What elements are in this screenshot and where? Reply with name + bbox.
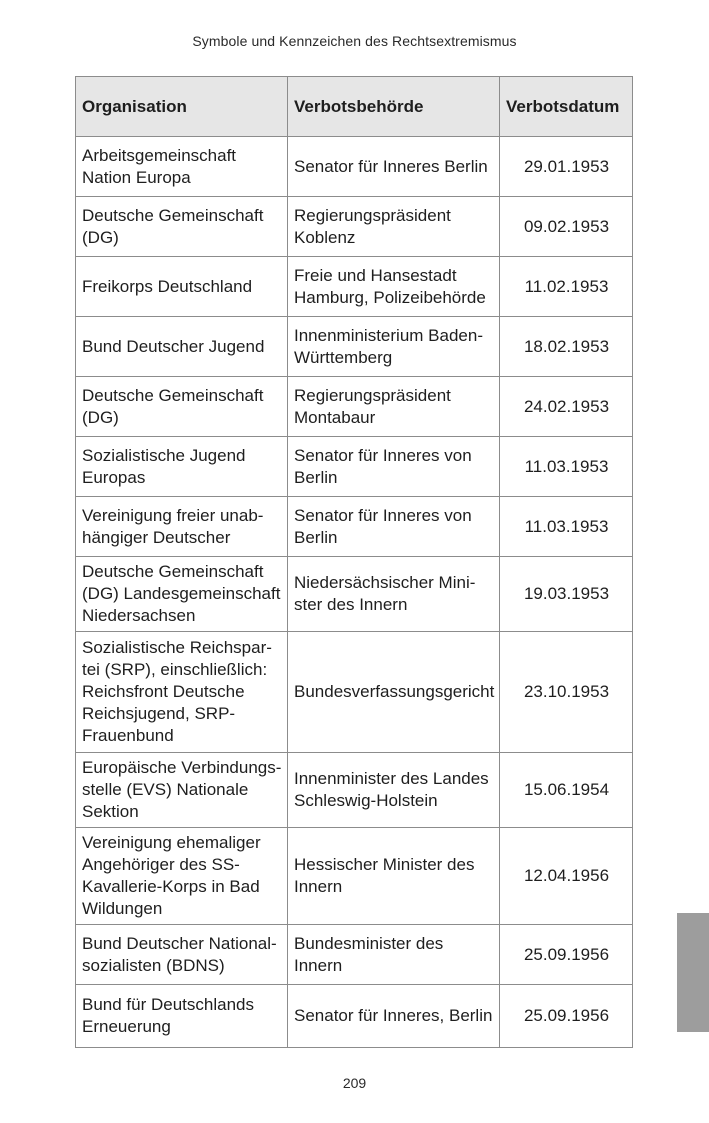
authority-cell: Innenminister des Landes Schleswig-Holstein bbox=[288, 753, 500, 828]
organisation-cell: Sozialistische Reichspar- tei (SRP), einschließlich: Reichsfront Deutsche Reichsjugend, SRP- Frauenbund bbox=[76, 632, 288, 753]
page-number: 209 bbox=[342, 1075, 367, 1091]
date-cell: 29.01.1953 bbox=[500, 137, 633, 197]
authority-cell: Senator für Inneres von Berlin bbox=[288, 497, 500, 557]
table-row bbox=[76, 632, 633, 753]
authority-cell: Freie und Hansestadt Hamburg, Polizeibehörde bbox=[288, 257, 500, 317]
organisation-cell: Sozialistische Jugend Europas bbox=[76, 437, 288, 497]
organisation-cell: Deutsche Gemeinschaft (DG) bbox=[76, 197, 288, 257]
table-row bbox=[76, 137, 633, 197]
table-row bbox=[76, 377, 633, 437]
authority-cell: Senator für Inneres Berlin bbox=[288, 137, 500, 197]
ban-table bbox=[75, 76, 633, 1048]
date-cell: 25.09.1956 bbox=[500, 985, 633, 1048]
table-row bbox=[76, 497, 633, 557]
authority-cell: Niedersächsischer Mini- ster des Innern bbox=[288, 557, 500, 632]
table-row bbox=[76, 437, 633, 497]
date-cell: 09.02.1953 bbox=[500, 197, 633, 257]
date-cell: 24.02.1953 bbox=[500, 377, 633, 437]
organisation-cell: Deutsche Gemeinschaft (DG) bbox=[76, 377, 288, 437]
date-cell: 25.09.1956 bbox=[500, 925, 633, 985]
date-cell: 19.03.1953 bbox=[500, 557, 633, 632]
table-header-row bbox=[76, 77, 633, 137]
organisation-cell: Deutsche Gemeinschaft (DG) Landesgemeinschaft Niedersachsen bbox=[76, 557, 288, 632]
organisation-cell: Bund Deutscher National- sozialisten (BDNS) bbox=[76, 925, 288, 985]
authority-cell: Regierungspräsident Montabaur bbox=[288, 377, 500, 437]
date-cell: 11.03.1953 bbox=[500, 497, 633, 557]
date-cell: 23.10.1953 bbox=[500, 632, 633, 753]
table-row bbox=[76, 828, 633, 925]
authority-cell: Senator für Inneres, Berlin bbox=[288, 985, 500, 1048]
running-header: Symbole und Kennzeichen des Rechtsextremismus bbox=[192, 33, 517, 49]
column-header-date: Verbotsdatum bbox=[500, 77, 633, 137]
table-row bbox=[76, 557, 633, 632]
chapter-thumb-tab bbox=[677, 913, 709, 1032]
organisation-cell: Arbeitsgemeinschaft Nation Europa bbox=[76, 137, 288, 197]
organisation-cell: Bund für Deutschlands Erneuerung bbox=[76, 985, 288, 1048]
authority-cell: Senator für Inneres von Berlin bbox=[288, 437, 500, 497]
authority-cell: Regierungspräsident Koblenz bbox=[288, 197, 500, 257]
organisation-cell: Vereinigung ehemaliger Angehöriger des SS- Kavallerie-Korps in Bad Wildungen bbox=[76, 828, 288, 925]
organisation-cell: Bund Deutscher Jugend bbox=[76, 317, 288, 377]
table-row bbox=[76, 317, 633, 377]
date-cell: 12.04.1956 bbox=[500, 828, 633, 925]
column-header-authority: Verbotsbehörde bbox=[288, 77, 500, 137]
authority-cell: Innenministerium Baden- Württemberg bbox=[288, 317, 500, 377]
organisation-cell: Vereinigung freier unab- hängiger Deutscher bbox=[76, 497, 288, 557]
table-row bbox=[76, 925, 633, 985]
authority-cell: Bundesminister des Innern bbox=[288, 925, 500, 985]
table-row bbox=[76, 197, 633, 257]
date-cell: 18.02.1953 bbox=[500, 317, 633, 377]
authority-cell: Hessischer Minister des Innern bbox=[288, 828, 500, 925]
table-row bbox=[76, 985, 633, 1048]
date-cell: 15.06.1954 bbox=[500, 753, 633, 828]
date-cell: 11.02.1953 bbox=[500, 257, 633, 317]
table-row bbox=[76, 257, 633, 317]
column-header-organisation: Organisation bbox=[76, 77, 288, 137]
authority-cell: Bundesverfassungsgericht bbox=[288, 632, 500, 753]
organisation-cell: Freikorps Deutschland bbox=[76, 257, 288, 317]
table-row bbox=[76, 753, 633, 828]
date-cell: 11.03.1953 bbox=[500, 437, 633, 497]
organisation-cell: Europäische Verbindungs- stelle (EVS) Nationale Sektion bbox=[76, 753, 288, 828]
